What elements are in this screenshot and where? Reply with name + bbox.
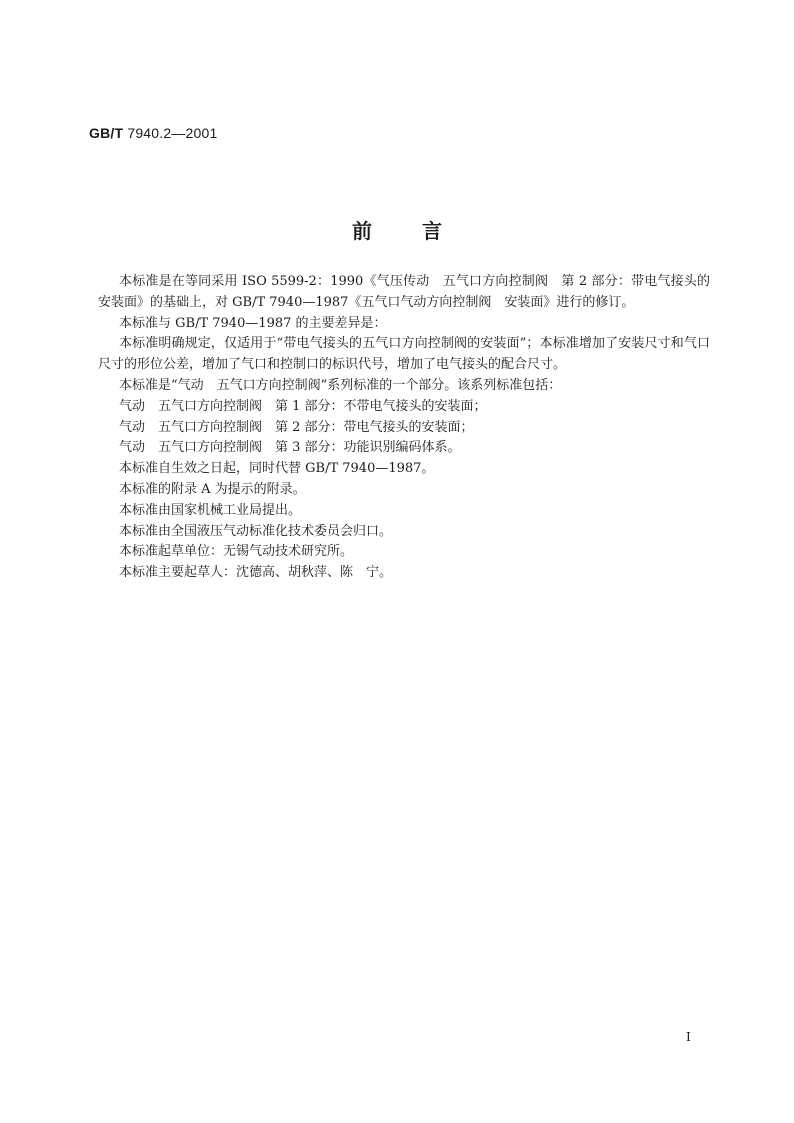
paragraph: 气动 五气口方向控制阀 第 2 部分：带电气接头的安装面； <box>119 419 474 435</box>
standard-code <box>89 125 218 141</box>
paragraph: 本标准由全国液压气动标准化技术委员会归口。 <box>119 523 393 539</box>
paragraph: 气动 五气口方向控制阀 第 3 部分：功能识别编码体系。 <box>119 440 461 456</box>
standard-prefix: GB/T <box>89 125 124 141</box>
paragraph: 气动 五气口方向控制阀 第 1 部分：不带电气接头的安装面； <box>119 398 487 414</box>
paragraph: 本标准与 GB/T 7940—1987 的主要差异是： <box>119 315 387 331</box>
standard-number: 7940.2—2001 <box>123 125 218 141</box>
page-title: 前言 <box>352 219 492 243</box>
paragraph: 本标准起草单位：无锡气动技术研究所。 <box>119 544 354 560</box>
paragraph: 本标准的附录 A 为提示的附录。 <box>119 481 306 497</box>
paragraph: 本标准明确规定，仅适用于“带电气接头的五气口方向控制阀的安装面”；本标准增加了安装尺寸和气口尺寸的形位公差，增加了气口和控制口的标识代号，增加了电气接头的配合尺寸。 <box>98 336 710 373</box>
foreword-body <box>98 272 710 584</box>
paragraph: 本标准主要起草人：沈德高、胡秋萍、陈 宁。 <box>119 565 393 581</box>
paragraph: 本标准是“气动 五气口方向控制阀”系列标准的一个部分。该系列标准包括： <box>119 377 562 393</box>
paragraph: 本标准由国家机械工业局提出。 <box>119 502 302 518</box>
page-number: I <box>686 1030 691 1044</box>
paragraph: 本标准是在等同采用 ISO 5599-2：1990《气压传动 五气口方向控制阀 第 2 部分：带电气接头的安装面》的基础上，对 GB/T 7940—1987《五气口气动方向控制阀 安装面》进行的修订。 <box>98 274 710 310</box>
paragraph: 本标准自生效之日起，同时代替 GB/T 7940—1987。 <box>119 461 435 477</box>
